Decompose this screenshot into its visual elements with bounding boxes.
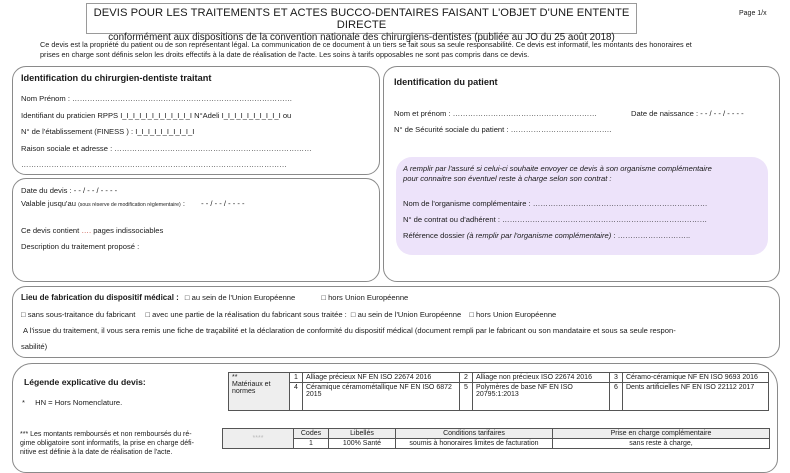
legend-hn-text: HN = Hors Nomenclature. [35,398,123,407]
intro-notice [40,40,780,60]
patient-section-title: Identification du patient [394,77,498,87]
document-title: DEVIS POUR LES TRAITEMENTS ET ACTES BUCCO-DENTAIRES FAISANT L'OBJET D'UNE ENTENTE DIRECTE [93,7,630,31]
devis-date-label: Date du devis : [21,186,74,195]
devis-pages-after: pages indissociables [91,226,164,235]
material-text: Alliage précieux NF EN ISO 22674 2016 [303,373,460,383]
conditions-header: Conditions tarifaires [396,429,553,439]
dentist-section-title: Identification du chirurgien-dentiste traitant [21,73,212,83]
complementary-reference-note: (à remplir par l'organisme complémentaire) [466,231,612,240]
page-number: Page 1/x [739,10,767,17]
legend-note-line-3: nitive est définie à la date de réalisation de l'acte. [20,449,173,456]
devis-valid-row [21,199,245,208]
legend-hn-bullet: * [22,398,25,407]
complementary-cell: sans reste à charge, [553,439,770,449]
material-num: 6 [610,383,623,411]
traceability-note-line-1: A l'issue du traitement, il vous sera remis une fiche de traçabilité et la déclaration de conformité du dispositif médical (document rempli par le fabricant ou son mandataire et sous sa seule respon- [23,326,676,335]
materials-row [229,373,769,383]
fabrication-title: Lieu de fabrication du dispositif médical : [21,293,179,302]
legend-note-line-2: gime obligatoire sont informatifs, la prise en charge défi- [20,440,194,447]
intro-line-1: Ce devis est la propriété du patient ou de son représentant légal. La communication de ce document à un tiers se fait sous sa seule responsabilité. Ce devis est informatif, les montants des honoraires et [40,40,692,49]
devis-pages-field[interactable]: …. [81,226,92,235]
material-text: Céramo-céramique NF EN ISO 9693 2016 [623,373,769,383]
fabrication-row-1 [21,293,408,302]
legend-hn-row [22,398,122,407]
codes-header-row [223,429,770,439]
devis-pages-row [21,226,163,235]
treatment-description-label: Description du traitement proposé : [21,242,140,251]
complementary-contract-field[interactable]: N° de contrat ou d'adhérent : ……………………………………………………………………… [403,215,708,224]
legend-note-line-1: *** Les montants remboursés et non remboursés du ré- [20,431,192,438]
complementary-intro-line-1: A remplir par l'assuré si celui-ci souhaite envoyer ce devis à son organisme complémentaire [403,164,712,173]
material-num: 3 [610,373,623,383]
material-text: Dents artificielles NF EN ISO 22112 2017 [623,383,769,411]
complementary-intro-line-2: pour connaitre son éventuel reste à charge selon son contrat : [403,174,612,183]
devis-date-row [21,186,117,195]
material-num: 5 [460,383,473,411]
dentist-address-line-2[interactable]: …………………………………………………………………………………………… [21,160,287,169]
patient-birthdate-field[interactable]: Date de naissance : - - / - - / - - - - [631,109,744,118]
materials-row [229,383,769,411]
devis-pages-before: Ce devis contient [21,226,82,235]
material-num: 2 [460,373,473,383]
materials-table [228,372,769,411]
dentist-address-field[interactable]: Raison sociale et adresse : …………………………………………………………………… [21,144,312,153]
codes-row [223,439,770,449]
code-cell: 1 [294,439,329,449]
devis-date-field[interactable]: - - / - - / - - - - [73,186,118,195]
no-subcontract-checkbox[interactable]: □ sans sous-traitance du fabricant [21,310,136,319]
complementary-reference-label: Référence dossier [403,231,467,240]
codes-table [222,428,770,449]
document-subtitle: conformément aux dispositions de la convention nationale des chirurgiens-dentistes (publiée au JO du 25 août 2018) [108,32,615,43]
materials-label-stars: ** [232,374,238,381]
subcontract-eu-checkbox[interactable]: □ au sein de l'Union Européenne [350,310,462,319]
material-text: Alliage non précieux ISO 22674 2016 [473,373,610,383]
materials-label-cell [229,373,290,411]
devis-valid-label: Valable jusqu'au [21,199,76,208]
devis-valid-field[interactable]: - - / - - / - - - - [201,199,245,208]
material-text: Polymères de base NF EN ISO 20795:1:2013 [473,383,610,411]
material-num: 4 [290,383,303,411]
labels-header: Libellés [329,429,396,439]
fabrication-non-eu-checkbox[interactable]: □ hors Union Européenne [321,293,409,302]
patient-name-field[interactable]: Nom et prénom : ………………………………………………… [394,109,597,118]
legend-title: Légende explicative du devis: [24,377,146,387]
complementary-org-field[interactable]: Nom de l'organisme complémentaire : …………………………………………………………… [403,199,708,208]
devis-valid-colon: : [180,199,185,208]
codes-header: Codes [294,429,329,439]
dentist-rpps-adeli-field[interactable]: Identifiant du praticien RPPS I_I_I_I_I_I_I_I_I_I_I_I N°Adeli I_I_I_I_I_I_I_I_I_I ou [21,111,292,120]
dentist-name-field[interactable]: Nom Prénom : …………………………………………………………………………… [21,94,293,103]
devis-valid-note: (sous réserve de modification réglementaire) [78,202,181,208]
patient-ssn-field[interactable]: N° de Sécurité sociale du patient : …………………………………. [394,125,612,134]
complementary-header: Prise en charge complémentaire [553,429,770,439]
materials-label: Matériaux et normes [232,381,271,395]
material-text: Céramique céramométallique NF EN ISO 6872 2015 [303,383,460,411]
dentist-finess-field[interactable]: N° de l'établissement (FINESS ) : I_I_I_I_I_I_I_I_I_I [21,127,195,136]
material-num: 1 [290,373,303,383]
intro-line-2: prises en charge sont définis selon les droits effectifs à la date de réalisation de l'acte. Les soins à tarifs opposables ne sont pas compris dans ce devis. [40,50,530,59]
title-box [86,3,637,43]
subcontract-non-eu-checkbox[interactable]: □ hors Union Européenne [469,310,557,319]
partial-subcontract-checkbox[interactable]: □ avec une partie de la réalisation du fabricant sous traitée : [145,310,347,319]
traceability-note-line-2: sabilité) [21,342,48,351]
fabrication-row-2 [21,310,556,319]
conditions-cell: soumis à honoraires limites de facturation [396,439,553,449]
complementary-reference-row [403,231,690,240]
label-cell: 100% Santé [329,439,396,449]
codes-label-stars: **** [252,435,264,442]
fabrication-eu-checkbox[interactable]: □ au sein de l'Union Européenne [184,293,296,302]
complementary-reference-field[interactable]: : ……………………….. [611,231,691,240]
codes-label-cell [223,429,294,449]
